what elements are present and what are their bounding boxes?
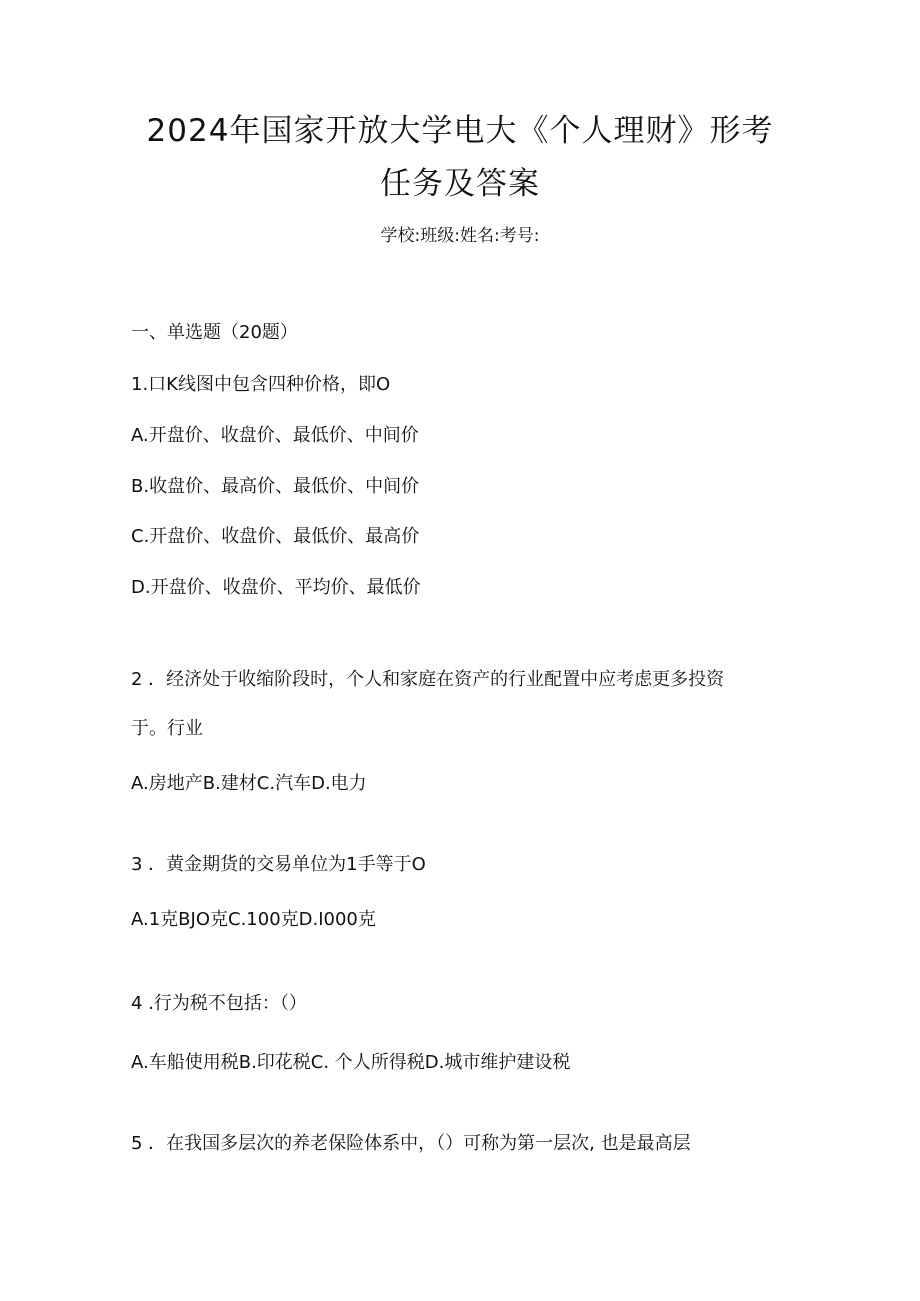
document-title-line-1: 2024年国家开放大学电大《个人理财》形考 xyxy=(146,113,774,149)
question-1-option-b: B.收盘价、最高价、最低价、中间价 xyxy=(131,476,420,497)
question-4-options: A.车船使用税B.印花税C. 个人所得税D.城市维护建设税 xyxy=(131,1052,571,1073)
question-1-option-a: A.开盘价、收盘价、最低价、中间价 xyxy=(131,425,419,446)
question-1-option-c: C.开盘价、收盘价、最低价、最高价 xyxy=(131,526,420,547)
question-2-options: A.房地产B.建材C.汽车D.电力 xyxy=(131,773,367,794)
section-heading: 一、单选题（20题） xyxy=(131,322,298,343)
question-3-stem: 3 ．黄金期货的交易单位为1手等于O xyxy=(131,854,426,875)
question-1-option-d: D.开盘价、收盘价、平均价、最低价 xyxy=(131,577,421,598)
question-3-options: A.1克BJO克C.100克D.I000克 xyxy=(131,909,376,930)
question-5-stem: 5 ．在我国多层次的养老保险体系中，（）可称为第一层次, 也是最高层 xyxy=(131,1133,691,1154)
question-1-stem: 1.口K线图中包含四种价格，即O xyxy=(131,374,391,395)
question-4-stem: 4 .行为税不包括：（） xyxy=(131,993,307,1014)
student-info-line: 学校:班级:姓名:考号: xyxy=(380,226,540,246)
document-title-line-2: 任务及答案 xyxy=(380,166,540,202)
question-2-stem-line-1: 2 ．经济处于收缩阶段时，个人和家庭在资产的行业配置中应考虑更多投资 xyxy=(131,669,725,690)
question-2-stem-line-2: 于。行业 xyxy=(131,718,203,739)
